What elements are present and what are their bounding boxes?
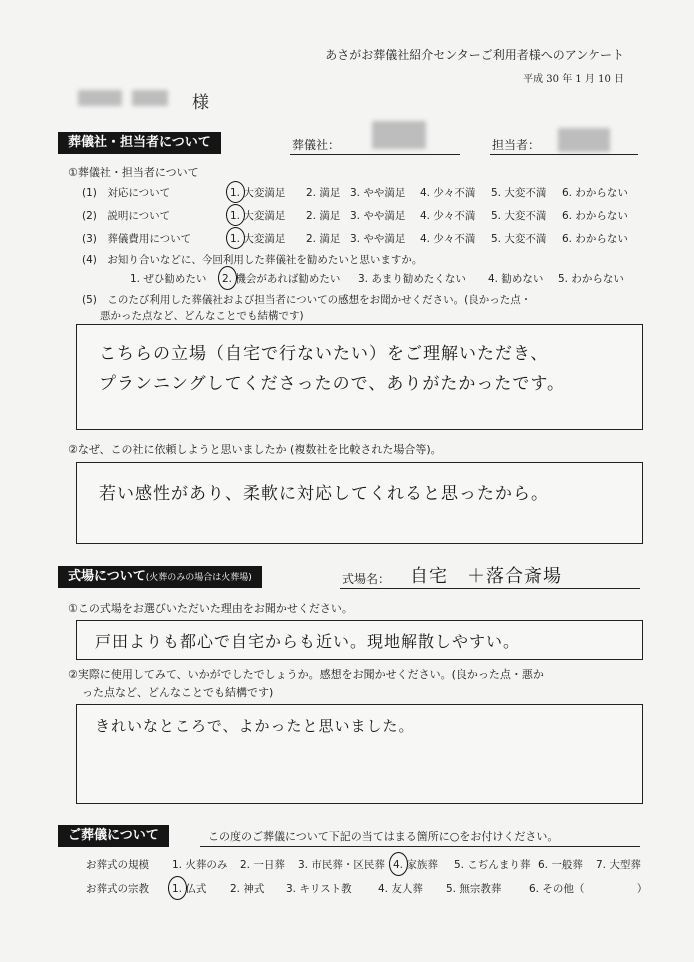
rating-option[interactable]: 1. 大変満足 <box>230 187 286 199</box>
q4-option[interactable]: 2. 機会があれば勧めたい <box>222 273 341 285</box>
venue-q2-label-line1: ②実際に使用してみて、いかがでしたでしょうか。感想をお聞かせください。(良かった点・悪か <box>68 668 544 681</box>
q2-answer-box[interactable] <box>76 462 643 544</box>
venue-q2-answer-box[interactable] <box>76 704 643 804</box>
q2-label: ②なぜ、この社に依頼しようと思いましたか (複数社を比較された場合等)。 <box>68 443 442 456</box>
answer-circle <box>389 852 408 876</box>
religion-option[interactable]: 3. キリスト教 <box>286 883 352 895</box>
scale-option[interactable]: 1. 火葬のみ <box>172 859 228 871</box>
religion-option[interactable]: 1. 仏式 <box>172 883 207 895</box>
redacted-staff <box>558 128 610 152</box>
venue-q1-answer: 戸田よりも都心で自宅からも近い。現地解散しやすい。 <box>95 632 521 651</box>
religion-option[interactable]: 5. 無宗教葬 <box>446 883 502 895</box>
company-underline <box>290 154 460 155</box>
venue-q1-answer-box[interactable] <box>76 620 643 660</box>
answer-circle <box>226 227 245 249</box>
religion-label: お葬式の宗教 <box>86 883 149 895</box>
survey-date: 平成 30 年 1 月 10 日 <box>523 74 624 85</box>
venue-heading-text: 式場について <box>68 569 146 584</box>
q2-answer: 若い感性があり、柔軟に対応してくれると思ったから。 <box>99 484 549 504</box>
rating-option[interactable]: 4. 少々不満 <box>420 210 476 222</box>
venue-underline <box>340 588 640 589</box>
religion-option[interactable]: 2. 神式 <box>230 883 265 895</box>
answer-circle <box>226 181 245 203</box>
rating-option[interactable]: 1. 大変満足 <box>230 233 286 245</box>
q4-option[interactable]: 1. ぜひ勧めたい <box>130 273 207 285</box>
scale-option[interactable]: 4. 家族葬 <box>393 859 438 871</box>
staff-label: 担当者： <box>492 138 541 152</box>
rating-option[interactable]: 6. わからない <box>562 233 628 245</box>
q5-label-line2: 悪かった点など、どんなことでも結構です) <box>100 310 304 322</box>
rating-option[interactable]: 3. やや満足 <box>350 210 406 222</box>
venue-label: 式場名： <box>342 572 391 586</box>
answer-circle <box>218 266 237 290</box>
honorific: 様 <box>192 93 209 113</box>
religion-option[interactable]: 4. 友人葬 <box>378 883 423 895</box>
scale-label: お葬式の規模 <box>86 859 149 871</box>
scale-option[interactable]: 3. 市民葬・区民葬 <box>298 859 385 871</box>
instruction-underline <box>200 846 640 847</box>
rating-option[interactable]: 6. わからない <box>562 187 628 199</box>
venue-q2-label-line2: った点など、どんなことでも結構です) <box>82 686 274 699</box>
venue-answer: 自宅 ＋落合斎場 <box>410 566 562 587</box>
scale-option[interactable]: 2. 一日葬 <box>240 859 285 871</box>
q5-label-line1: (5) このたび利用した葬儀社および担当者についての感想をお聞かせください。(良かった点・ <box>82 294 532 306</box>
q5-answer-line2: プランニングしてくださったので、ありがたかったです。 <box>99 374 565 394</box>
section-heading-venue <box>58 566 262 588</box>
q5-answer-line1: こちらの立場（自宅で行ないたい）をご理解いただき、 <box>99 344 549 364</box>
scale-option[interactable]: 7. 大型葬 <box>596 859 641 871</box>
rating-option[interactable]: 1. 大変満足 <box>230 210 286 222</box>
rating-option[interactable]: 5. 大変不満 <box>491 233 547 245</box>
rating-option[interactable]: 6. わからない <box>562 210 628 222</box>
section-heading-funeral: ご葬儀について <box>58 825 169 847</box>
section-heading-funeral-company: 葬儀社・担当者について <box>58 132 221 154</box>
venue-q2-answer: きれいなところで、よかったと思いました。 <box>95 717 415 735</box>
q1-heading: ①葬儀社・担当者について <box>68 166 199 179</box>
answer-circle <box>226 204 245 226</box>
q4-option[interactable]: 4. 勧めない <box>488 273 544 285</box>
rating-row-label: (1) 対応について <box>82 187 171 199</box>
venue-heading-note: (火葬のみの場合は火葬場) <box>145 573 252 583</box>
redacted-name-2 <box>132 90 168 106</box>
rating-option[interactable]: 5. 大変不満 <box>491 187 547 199</box>
rating-option[interactable]: 3. やや満足 <box>350 187 406 199</box>
funeral-instruction: この度のご葬儀について下記の当てはまる箇所に○をお付けください。 <box>208 830 559 843</box>
redacted-company <box>372 121 426 149</box>
answer-circle <box>168 876 187 900</box>
rating-option[interactable]: 4. 少々不満 <box>420 187 476 199</box>
q5-answer-box[interactable] <box>76 324 643 430</box>
q4-label: (4) お知り合いなどに、今回利用した葬儀社を勧めたいと思いますか。 <box>82 254 423 266</box>
rating-row-label: (2) 説明について <box>82 210 171 222</box>
company-label: 葬儀社： <box>292 138 341 152</box>
rating-option[interactable]: 2. 満足 <box>306 233 341 245</box>
rating-option[interactable]: 5. 大変不満 <box>491 210 547 222</box>
redacted-name-1 <box>78 90 122 106</box>
religion-option[interactable]: 6. その他（ ） <box>529 883 648 895</box>
rating-option[interactable]: 3. やや満足 <box>350 233 406 245</box>
rating-row-label: (3) 葬儀費用について <box>82 233 192 245</box>
scale-option[interactable]: 5. こぢんまり葬 <box>454 859 531 871</box>
rating-option[interactable]: 2. 満足 <box>306 210 341 222</box>
survey-title: あさがお葬儀社紹介センターご利用者様へのアンケート <box>325 48 624 62</box>
staff-underline <box>490 154 638 155</box>
q4-option[interactable]: 3. あまり勧めたくない <box>358 273 466 285</box>
rating-option[interactable]: 4. 少々不満 <box>420 233 476 245</box>
venue-q1-label: ①この式場をお選びいただいた理由をお聞かせください。 <box>68 602 353 615</box>
rating-option[interactable]: 2. 満足 <box>306 187 341 199</box>
scale-option[interactable]: 6. 一般葬 <box>538 859 583 871</box>
q4-option[interactable]: 5. わからない <box>558 273 624 285</box>
